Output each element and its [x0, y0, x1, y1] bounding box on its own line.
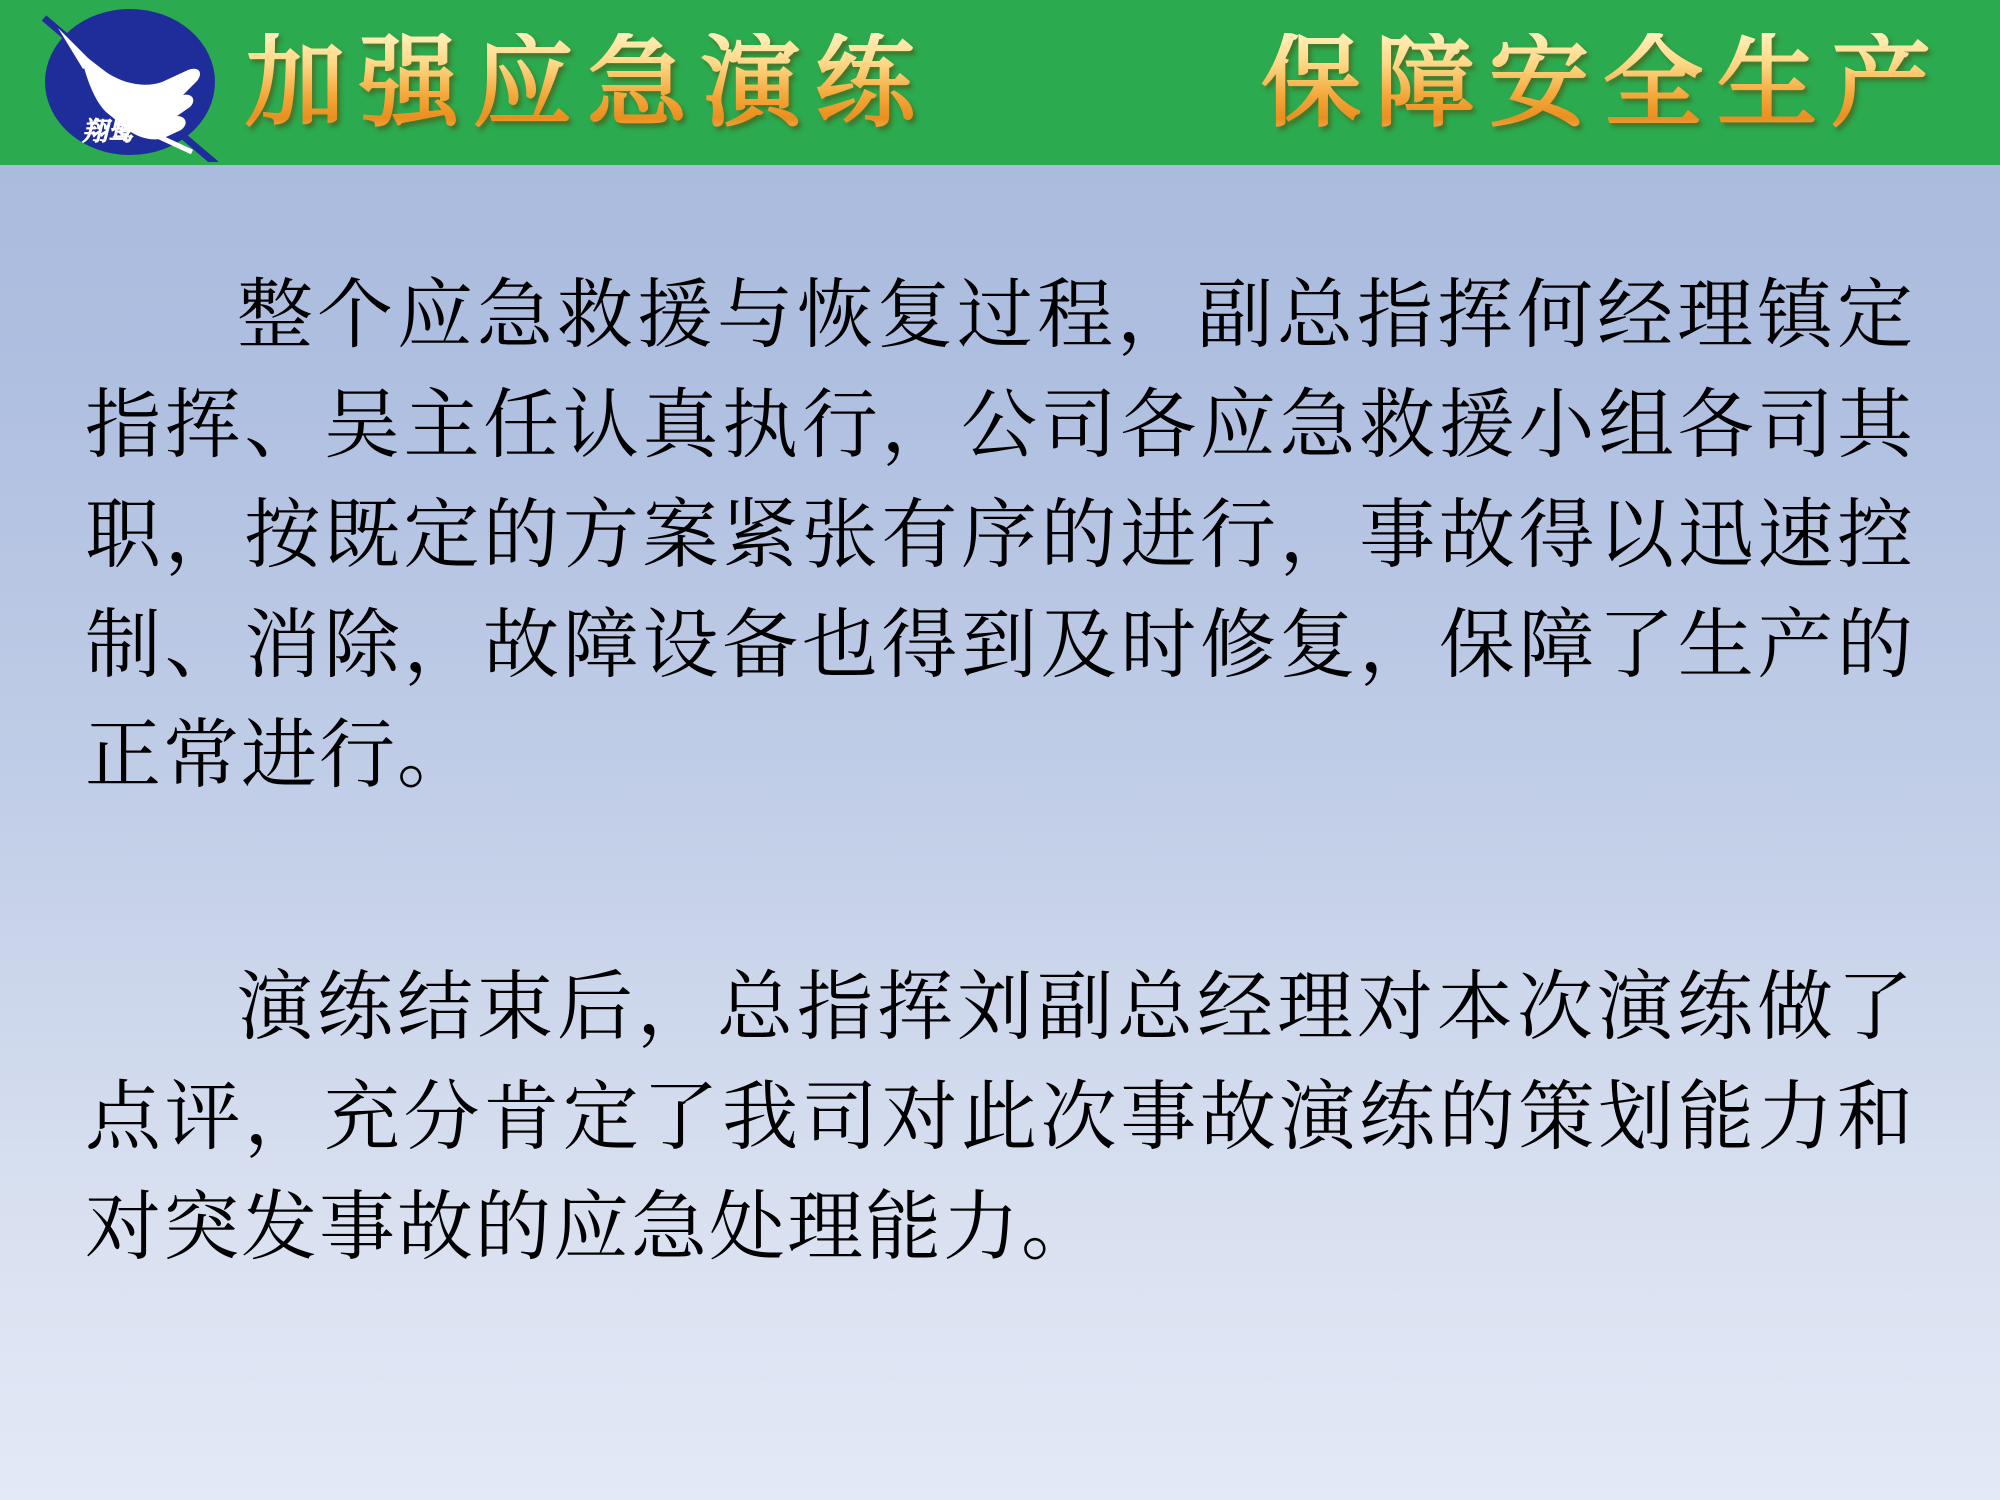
paragraph-1: 整个应急救援与恢复过程，副总指挥何经理镇定指挥、吴主任认真执行，公司各应急救援小组各司其职，按既定的方案紧张有序的进行，事故得以迅速控制、消除，故障设备也得到及时修复，保障了生产的正常进行。	[85, 274, 1915, 798]
header-title-left: 加强应急演练	[245, 23, 929, 141]
header-title	[245, 0, 1945, 165]
header-banner	[0, 0, 2000, 165]
logo-text: 翔鹭	[82, 117, 135, 147]
header-title-right: 保障安全生产	[1261, 23, 1945, 141]
slide-body	[0, 165, 2000, 1283]
paragraph-2: 演练结束后，总指挥刘副总经理对本次演练做了点评，充分肯定了我司对此次事故演练的策划能力和对突发事故的应急处理能力。	[85, 966, 1915, 1270]
company-logo	[40, 6, 220, 162]
